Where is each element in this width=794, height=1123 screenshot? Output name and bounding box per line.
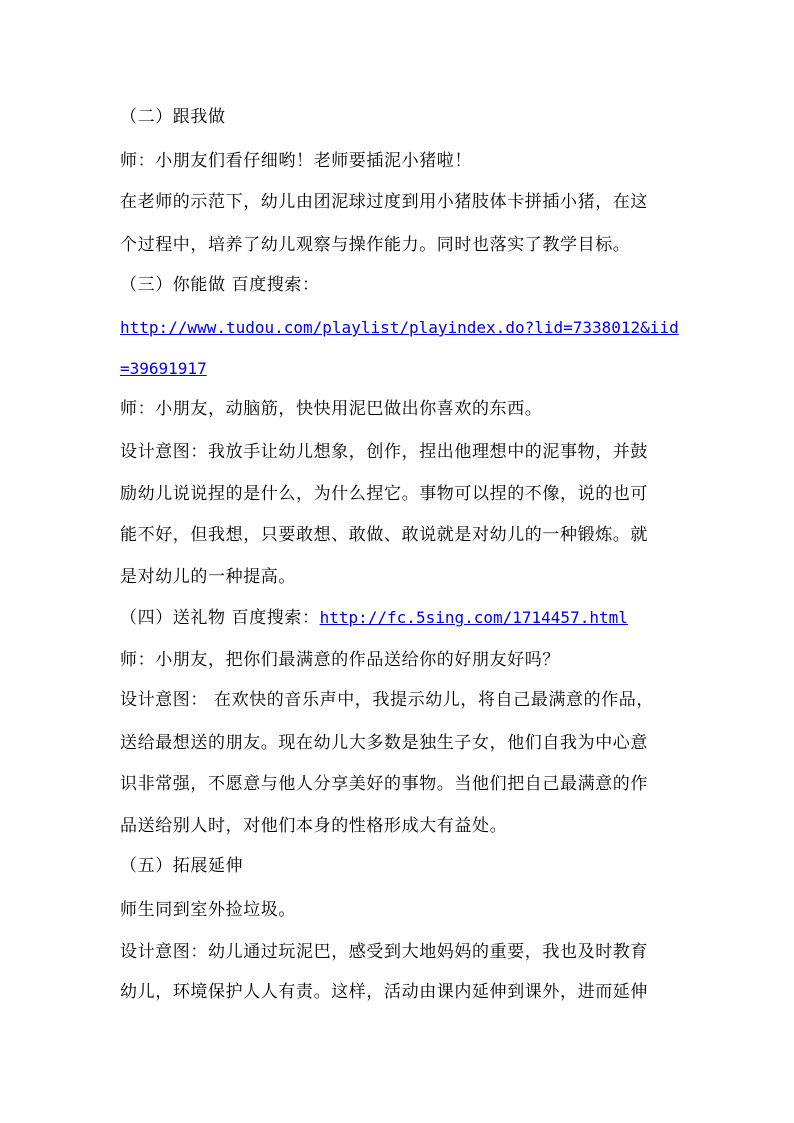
teacher-line: 师生同到室外捡垃圾。 [120,900,296,920]
section-heading-4-text: （四）送礼物 百度搜索： [120,608,320,628]
paragraph-line: 个过程中，培养了幼儿观察与操作能力。同时也落实了教学目标。 [120,235,631,255]
teacher-line: 师：小朋友们看仔细哟！老师要插泥小猪啦！ [120,151,472,171]
paragraph-line: 幼儿，环境保护人人有责。这样，活动由课内延伸到课外，进而延伸 [120,982,648,1002]
link-line [120,358,680,380]
paragraph-line: 能不好，但我想，只要敢想、敢做、敢说就是对幼儿的一种锻炼。就 [120,525,648,545]
section-heading-5: （五）拓展延伸 [120,856,244,876]
section-heading-3: （三）你能做 百度搜索： [120,275,320,295]
paragraph-line: 设计意图：我放手让幼儿想象，创作，捏出他理想中的泥事物，并鼓 [120,442,648,462]
paragraph-line: 在老师的示范下，幼儿由团泥球过度到用小猪肢体卡拼插小猪，在这 [120,192,648,212]
section-heading-4 [120,607,680,629]
tudou-link[interactable]: http://www.tudou.com/playlist/playindex.do?lid=7338012&iid [120,318,679,337]
link-line [120,317,680,339]
paragraph-line: 设计意图：幼儿通过玩泥巴，感受到大地妈妈的重要，我也及时教育 [120,942,648,962]
teacher-line: 师：小朋友，把你们最满意的作品送给你的好朋友好吗？ [120,650,560,670]
teacher-line: 师：小朋友，动脑筋，快快用泥巴做出你喜欢的东西。 [120,399,543,419]
paragraph-line: 品送给别人时，对他们本身的性格形成大有益处。 [120,816,508,836]
paragraph-line: 设计意图： 在欢快的音乐声中，我提示幼儿，将自己最满意的作品， [120,690,655,710]
section-heading-2: （二）跟我做 [120,107,226,127]
5sing-link[interactable]: http://fc.5sing.com/1714457.html [319,608,628,627]
paragraph-line: 送给最想送的朋友。现在幼儿大多数是独生子女，他们自我为中心意 [120,733,648,753]
paragraph-line: 是对幼儿的一种提高。 [120,567,296,587]
paragraph-line: 励幼儿说说捏的是什么，为什么捏它。事物可以捏的不像，说的也可 [120,484,648,504]
paragraph-line: 识非常强，不愿意与他人分享美好的事物。当他们把自己最满意的作 [120,774,648,794]
tudou-link-continued[interactable]: =39691917 [120,359,207,378]
